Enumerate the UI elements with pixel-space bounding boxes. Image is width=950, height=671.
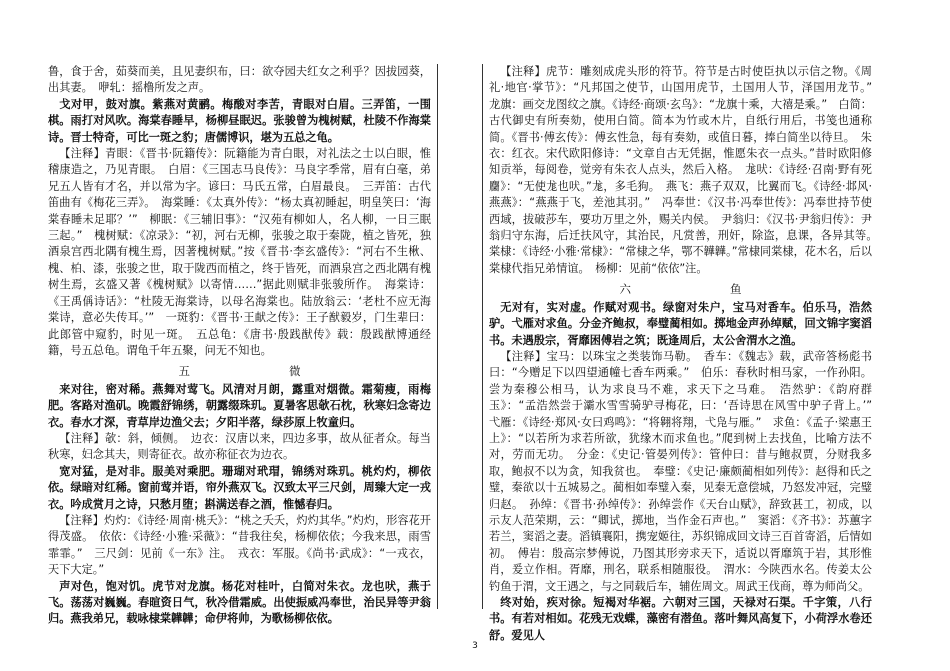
annotation-paragraph: 【注释】灼灼：《诗经·周南·桃夭》：“桃之夭夭，灼灼其华。”灼灼，形容花开得茂盛。 依依：《诗经·小雅·采薇》：“昔我往矣，杨柳依依；今我来思，雨雪霏霏。” 三尺剑：见前《一东》注。 戎衣：军服。《尚书·武成》：“一戎衣，天下大定。” — [48, 513, 431, 577]
section-heading: 六 鱼 — [619, 282, 767, 297]
annotation-paragraph: 【注释】宝马：以珠宝之类装饰马勒。 香车：《魏志》载，武帝答杨彪书曰：“今赠足下以四望通幢七香车两乘。” 伯乐：春秋时相马家，一作孙阳。尝为秦穆公相马，认为求良马不难，求天下之马难。 浩然驴：《韵府群玉》：“孟浩然尝于灞水雪雪骑驴寻梅花，曰：‘吾诗思在风雪中驴子背上。’” 弋雁：《诗经·郑风·女曰鸡鸣》：“将翱将翔，弋凫与雁。” 求鱼：《孟子·梁惠王上》：“以若所为求若所欲，犹缘木而求鱼也。”爬到树上去找鱼，比喻方法不对，劳而无功。 分金：《史记·管晏列传》：管仲曰：昔与鲍叔贾，分财我多取，鲍叔不以为贪，知我贫也。 奉璧：《史记·廉颇蔺相如列传》：赵得和氏之璧，秦欲以十五城易之。蔺相如奉璧入秦，见秦无意偿城，乃怒发冲冠，完璧归赵。 孙绰：《晋书·孙绰传》：孙绰尝作《天台山赋》，辞致甚工，初成，以示友人范荣期，云：“卿试，掷地，当作金石声也。” 窦滔：《齐书》：苏蕙字若兰，窦滔之妻。滔镇襄阳，携宠姬往，苏织锦成回文诗三百首寄滔，后情如初。 傅岩：殷高宗梦傅说，乃图其形旁求天下，适说以胥靡筑于岩，其形惟肖，爰立作相。胥靡，刑名，联系相随服役。 渭水：今陕西水名。传姜太公钓鱼于渭，文王遇之，与之同载后车，辅佐周文。周武王伐商，尊为师尚父。 — [489, 349, 884, 593]
verse-paragraph: 戈对甲，鼓对旗。紫燕对黄鹂。梅酸对李苦，青眼对白眉。三弄笛，一围棋。雨打对风吹。海棠春睡早，杨柳昼眠迟。张骏曾为槐树赋，杜陵不作海棠诗。晋士特奇，可比一斑之豹；唐儒博识，堪为五总之龟。 — [48, 97, 431, 144]
verse-paragraph: 来对往，密对稀。燕舞对莺飞。风清对月朗，露重对烟微。霜菊瘦，雨梅肥。客路对渔矶。晚霞舒锦绣，朝露缀珠玑。夏暑客思欹石枕，秋寒妇念寄边衣。春水才深，青草岸边渔父去；夕阳半落，绿莎原上牧童归。 — [48, 382, 431, 429]
annotation-paragraph: 【注释】虎节：雕刻成虎头形的符节。符节是古时使臣执以示信之物。《周礼·地官·掌节》：“凡邦国之使节，山国用虎节，土国用人节，泽国用龙节。” 龙旗：画交龙图纹之旗。《诗经·商颂·玄鸟》：“龙旗十乘，大禧是乘。” 白简：古代御史有所奏劾，使用白简。简本为竹或木片，自纸行用后，书笺也通称简。《晋书·傅玄传》：傅玄性急，每有奏劾，或值日暮，捧白简坐以待旦。 朱衣：红衣。宋代欧阳修诗：“文章自古无凭据，惟愿朱衣一点头。”昔时欧阳修知贡举，每阅卷，觉旁有朱衣人点头，然后入格。 尨吠：《诗经·召南·野有死麕》：“无使尨也吠。”尨，多毛狗。 燕飞：燕子双双，比翼而飞。《诗经·邶风·燕燕》：“燕燕于飞，差池其羽。” 冯奉世：《汉书·冯奉世传》：冯奉世持节使西域，拔破莎车，要功万里之外，赐关内侯。 尹翁归：《汉书·尹翁归传》：尹翁归守东海，后迁扶风守，其治民，凡赏善，刑奸，除盗，息课，各异其等。 棠棣：《诗经·小雅·常棣》：“常棣之华，鄂不韡韡。”常棣同棠棣，花木名，后以棠棣代指兄弟情谊。 杨柳：见前“依依”注。 — [489, 65, 884, 275]
left-text-column — [42, 64, 438, 626]
section-heading: 五 微 — [178, 364, 326, 379]
verse-paragraph: 宽对猛，是对非。服美对乘肥。珊瑚对玳瑁，锦绣对珠玑。桃灼灼，柳依依。绿暗对红稀。窗前莺并语，帘外燕双飞。汉致太平三尺剑，周臻大定一戎衣。吟成赏月之诗，只愁月堕；斟满送春之酒，惟憾春归。 — [48, 464, 431, 511]
annotation-paragraph: 鲁，食于舍，茹葵而美，且见妻织布，曰：欲夺园夫红女之利乎？因拔园葵，出其妻。 咿轧：摇橹所发之声。 — [48, 65, 431, 95]
verse-paragraph: 终对始，疾对徐。短褐对华裾。六朝对三国，天禄对石渠。千字策，八行书。有若对相如。花残无戏蝶，藻密有潜鱼。落叶舞风高复下，小荷浮水卷还舒。爱见人 — [489, 596, 872, 642]
annotation-paragraph: 【注释】欹：斜，倾侧。 边衣：汉唐以来，四边多事，故从征者众。每当秋寒，妇念其夫，则寄征衣。故亦称征衣为边衣。 — [48, 431, 431, 462]
verse-paragraph: 声对色，饱对饥。虎节对龙旗。杨花对桂叶，白简对朱衣。龙也吠，燕于飞。荡荡对巍巍。春暄资日气，秋冷借霜威。出使振威冯奉世，治民异等尹翁归。燕我弟兄，载咏棣棠韡韡；命伊将帅，为歌杨柳依依。 — [48, 579, 431, 626]
right-text-column — [482, 64, 884, 642]
annotation-paragraph: 【注释】青眼：《晋书·阮籍传》：阮籍能为青白眼，对礼法之士以白眼，惟稽康造之，乃见青眼。 白眉：《三国志马良传》：马良字季常，眉有白毫，弟兄五人皆有才名，并以常为字。谚曰：马氏五常，白眉最良。 三弄笛：古代笛曲有《梅花三弄》。 海棠睡：《太真外传》：“杨太真初睡起，明皇笑曰：‘海棠春睡未足耶？’” 柳眠：《三辅旧事》：“汉苑有柳如人，名人柳，一日三眠三起。” 槐树赋：《凉录》：“初，河右无柳，张骏之取于秦陇，植之皆死，独酒泉宫西北隅有槐生焉，因著槐树赋。”按《晋书·李玄盛传》：“河右不生楸、槐、柏、漆，张骏之世，取于陇西而植之，终于皆死，而酒泉宫之西北隅有槐树生焉，玄盛又著《槐树赋》以寄情……”据此则赋非张骏所作。 海棠诗：《王禹偁诗话》：“杜陵无海棠诗，以母名海棠也。陆放翁云：‘老杜不应无海棠诗，意必失传耳。’” 一斑豹：《晋书·王献之传》：王子猷毅岁，门生辈曰：此郎管中窥豹，时见一斑。 五总龟：《唐书·殷践猷传》载：殷践猷博通经籍，号五总龟。谓龟千年五聚，问无不知也。 — [48, 147, 431, 357]
page-number: 3 — [472, 641, 478, 651]
verse-paragraph: 无对有，实对虚。作赋对观书。绿窗对朱户，宝马对香车。伯乐马，浩然驴。弋雁对求鱼。分金齐鲍叔，奉璧蔺相如。掷地金声孙绰赋，回文锦字窦滔书。未遇殷宗，胥靡困傅岩之筑；既逢周后，太公舍渭水之渔。 — [489, 300, 872, 347]
